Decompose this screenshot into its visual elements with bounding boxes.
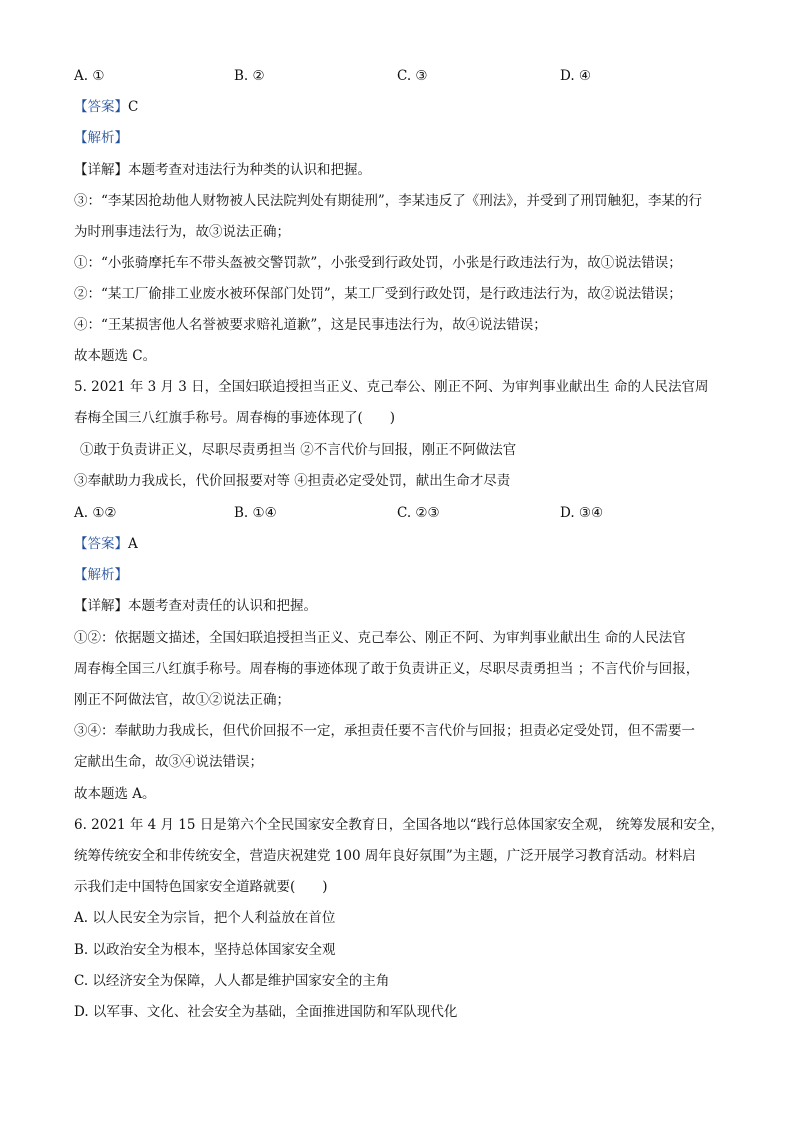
q6-stem-line-2: 统筹传统安全和非传统安全，营造庆祝建党 100 周年良好氛围”为主题，广泛开展学习教育活动。材料启 [74,848,696,864]
q5-option-d: D. ③④ [560,505,604,521]
q4-answer-label: 【答案】 [74,99,128,115]
q5-option-a: A. ①② [74,505,117,521]
q4-option-b: B. ② [234,68,265,84]
q5-stem-line-1: 5. 2021 年 3 月 3 日，全国妇联追授担当正义、克己奉公、刚正不阿、为审判事业献出生 命的人民法官周 [74,379,709,395]
q5-stem-line-2: 春梅全国三八红旗手称号。周春梅的事迹体现了( ) [74,410,396,426]
q4-analysis-label: 【解析】 [74,130,128,146]
q4-option-a: A. ① [74,68,105,84]
q6-option-c: C. 以经济安全为保障，人人都是维护国家安全的主角 [74,973,390,989]
q5-option-c: C. ②③ [397,505,440,521]
q4-explanation-line-4: ②：“某工厂偷排工业废水被环保部门处罚”，某工厂受到行政处罚，是行政违法行为，故②说法错误； [74,286,682,302]
q5-explanation-line-2: 周春梅全国三八红旗手称号。周春梅的事迹体现了敢于负责讲正义，尽职尽责勇担当 ；不言代价与回报， [74,661,700,677]
q4-explanation-line-2: 为时刑事违法行为，故③说法正确； [74,224,290,240]
q5-detail: 【详解】本题考查对责任的认识和把握。 [74,598,317,614]
q6-stem-line-1: 6. 2021 年 4 月 15 日是第六个全民国家安全教育日，全国各地以“践行总体国家安全观， 统筹发展和安全， [74,817,724,833]
q4-option-c: C. ③ [397,68,428,84]
q4-option-d: D. ④ [560,68,592,84]
q5-choices-line-1: ①敢于负责讲正义，尽职尽责勇担当 ②不言代价与回报，刚正不阿做法官 [80,442,517,458]
q5-explanation-line-4: ③④：奉献助力我成长，但代价回报不一定，承担责任要不言代价与回报；担责必定受处罚，但不需要一 [74,723,695,739]
q5-analysis-label: 【解析】 [74,567,128,583]
q4-conclusion: 故本题选 C。 [74,348,157,364]
q5-option-b: B. ①④ [234,505,277,521]
q5-choices-line-2: ③奉献助力我成长，代价回报要对等 ④担责必定受处罚，献出生命才尽责 [74,473,511,489]
q5-answer-label: 【答案】 [74,536,128,552]
q6-stem-line-3: 示我们走中国特色国家安全道路就要( ) [74,879,328,895]
q4-detail: 【详解】本题考查对违法行为种类的认识和把握。 [74,162,371,178]
q6-option-d: D. 以军事、文化、社会安全为基础，全面推进国防和军队现代化 [74,1004,458,1020]
q5-explanation-line-1: ①②：依据题文描述，全国妇联追授担当正义、克己奉公、刚正不阿、为审判事业献出生 命的人民法官 [74,630,686,646]
q5-explanation-line-5: 定献出生命，故③④说法错误； [74,754,263,770]
q4-answer [74,97,138,117]
q5-answer-value: A [128,536,138,552]
q4-explanation-line-5: ④：“王某损害他人名誉被要求赔礼道歉”，这是民事违法行为，故④说法错误； [74,317,547,333]
q5-answer [74,534,138,554]
q4-answer-value: C [128,99,139,115]
q4-explanation-line-3: ①：“小张骑摩托车不带头盔被交警罚款”，小张受到行政处罚，小张是行政违法行为，故①说法错误； [74,255,682,271]
q6-option-a: A. 以人民安全为宗旨，把个人利益放在首位 [74,910,336,926]
q5-explanation-line-3: 刚正不阿做法官，故①②说法正确； [74,692,290,708]
q5-conclusion: 故本题选 A。 [74,786,156,802]
q4-explanation-line-1: ③：“李某因抢劫他人财物被人民法院判处有期徒刑”，李某违反了《刑法》，并受到了刑罚触犯，李某的行 [74,193,703,209]
q6-option-b: B. 以政治安全为根本，坚持总体国家安全观 [74,942,336,958]
